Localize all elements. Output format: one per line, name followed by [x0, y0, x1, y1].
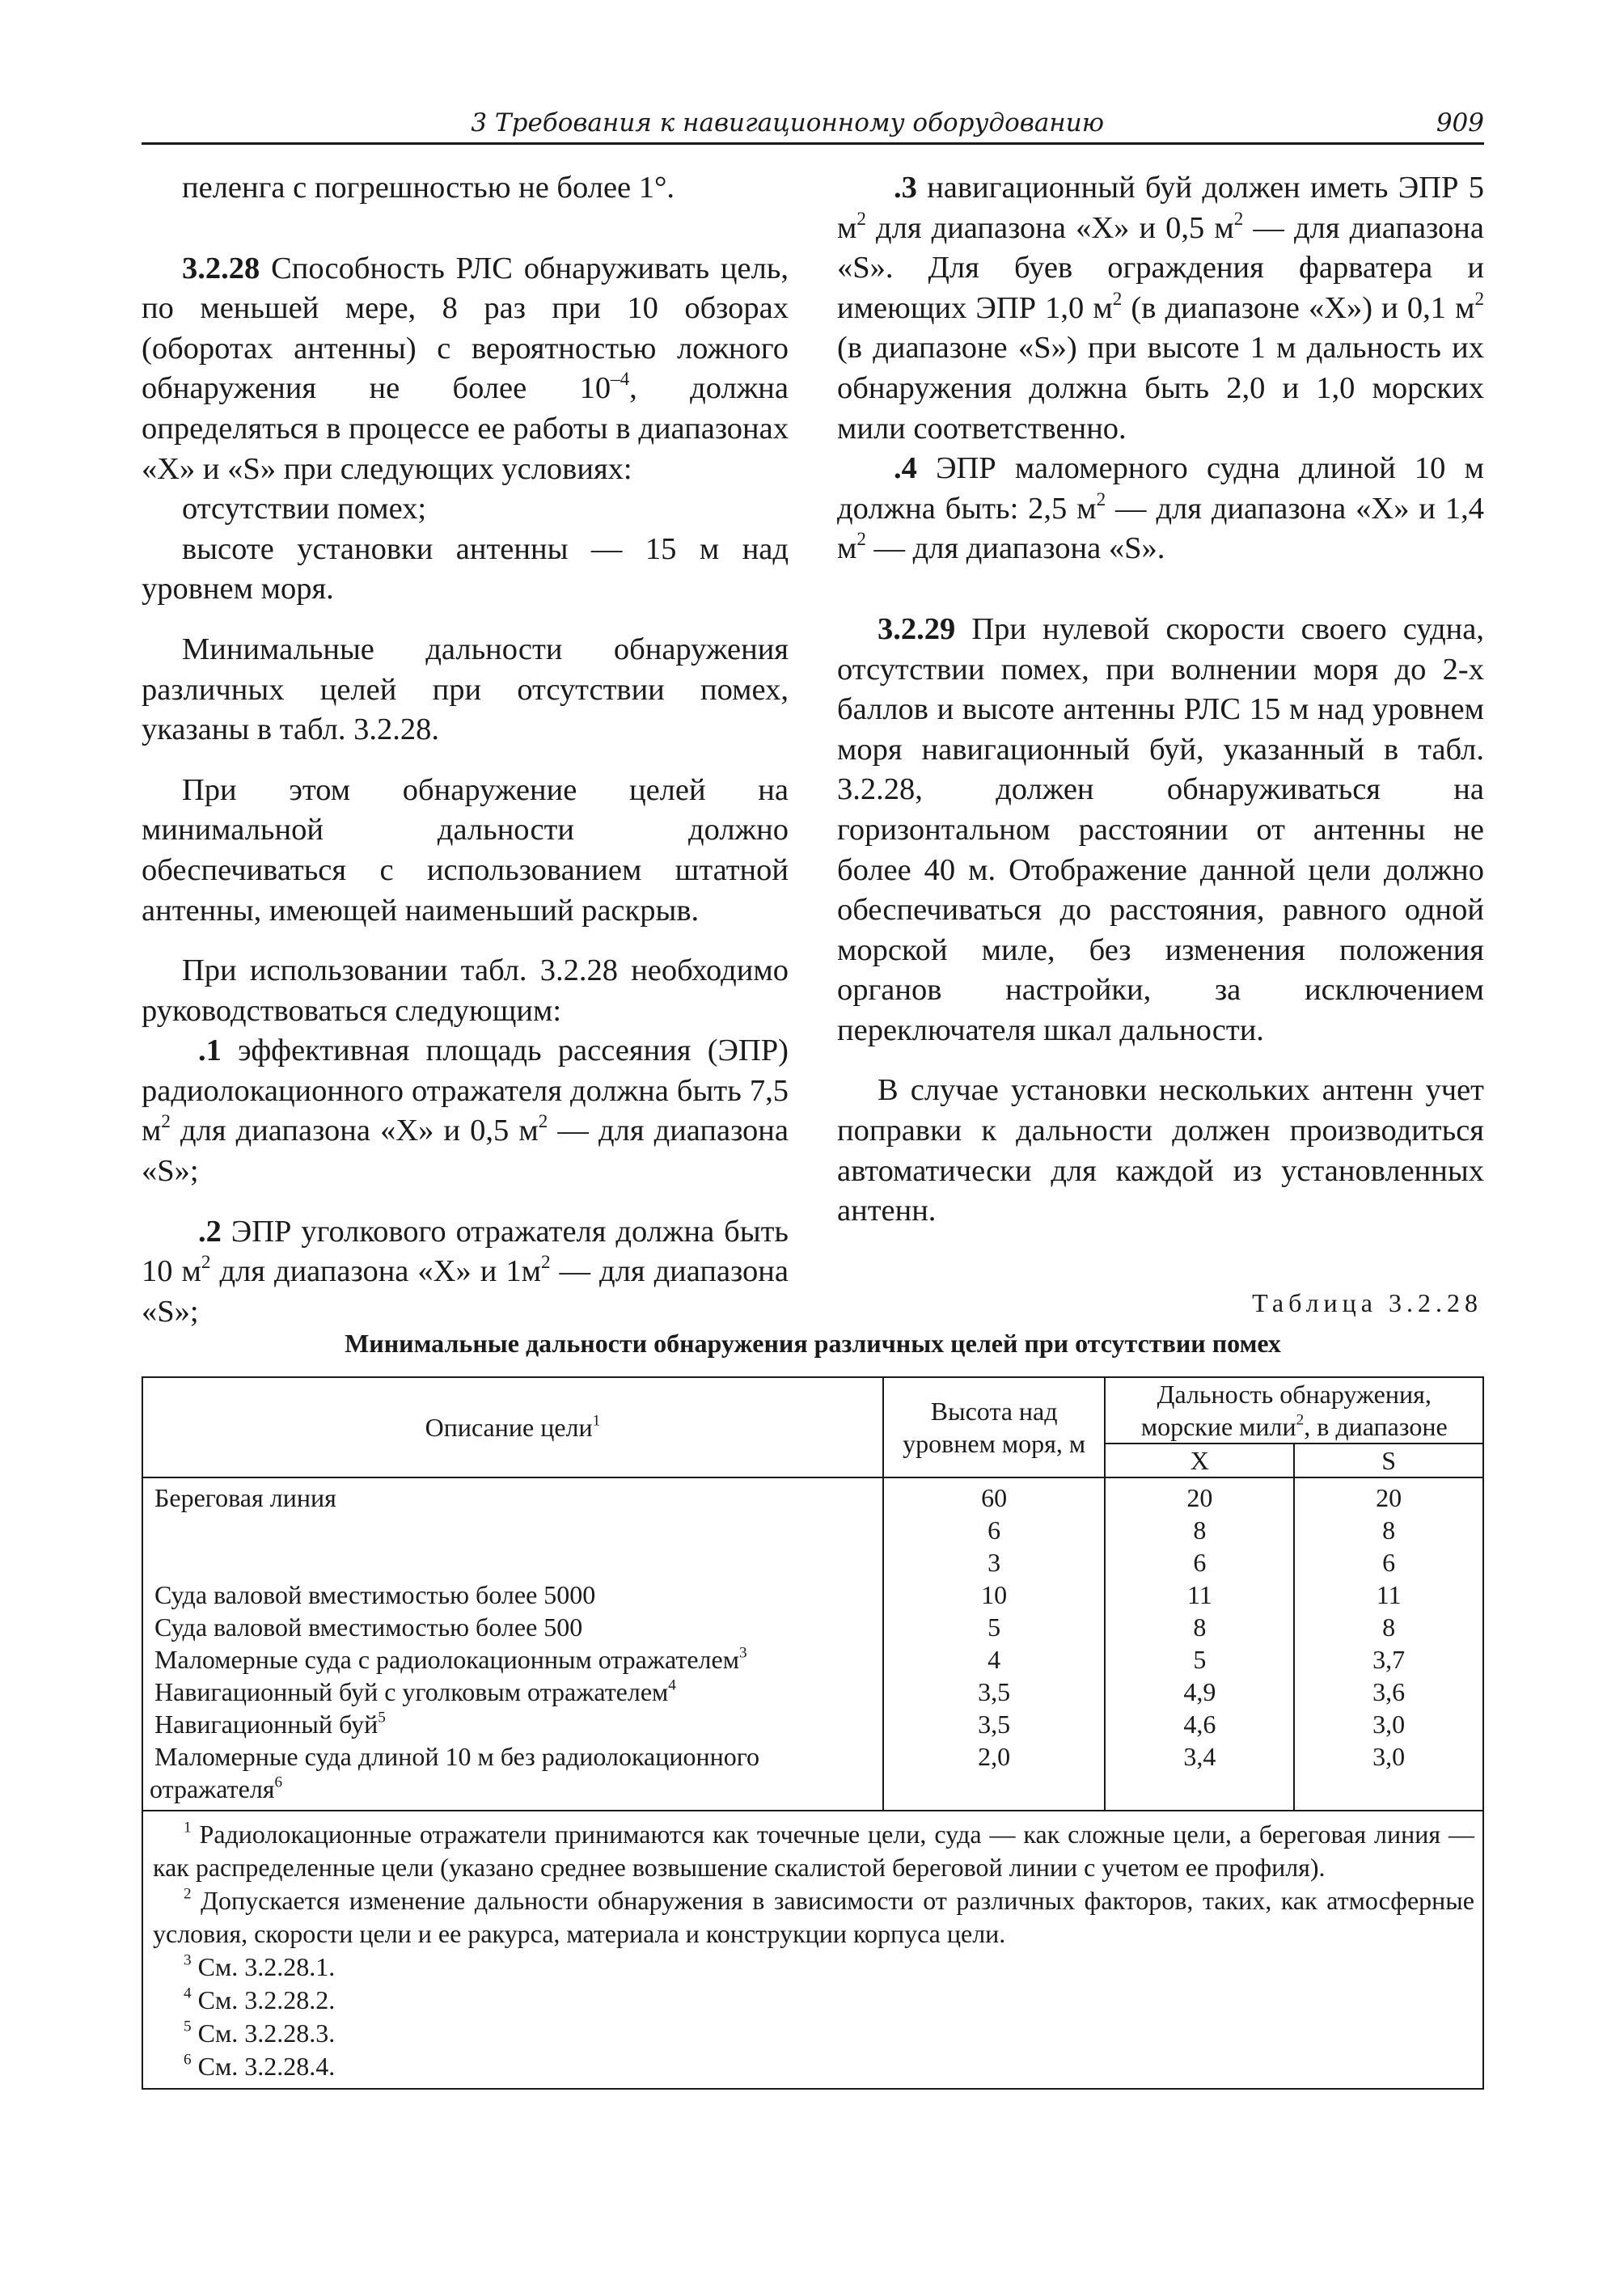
paragraph: При использовании табл. 3.2.28 необходимо руководствоваться следующим:: [142, 953, 789, 1028]
page-number: 909: [1436, 108, 1484, 137]
condition-item: отсутствии помех;: [182, 492, 427, 526]
footnote: $^1$ Радиолокационные отражатели принимаются как точечные цели, суда — как сложные цели, а береговая линия — как распределенные цели (указано среднее возвышение скалистой береговой линии с учетом ее профиля).: [153, 1819, 1474, 1882]
description-cell: Береговая линия Суда валовой вместимостью более 5000 Суда валовой вместимостью более 500 Маломерные суда с радиолокационным отражателем$^3$ Навигационный буй с уголковым отражателем$^4$ Навигационный буй$^5$ Маломерные суда длиной 10 м без радиолокационного отражателя$^6$: [142, 1477, 883, 1811]
clause-3-2-29: 3.2.29 При нулевой скорости своего судна, отсутствии помех, при волнении моря до 2-х баллов и высоте антенны РЛС 15 м над уровнем моря навигационный буй, указанный в табл. 3.2.28, должен обнаруживаться на горизонтальном расстоянии от антенны не более 40 м. Отображение данной цели должно обеспечиваться до расстояния, равного одной морской миле, без изменения положения органов настройки, за исключением переключателя шкал дальности.: [837, 611, 1484, 1047]
list-item-1: .1 эффективная площадь рассеяния (ЭПР) радиолокационного отражателя должна быть 7,5 $м^2$ для диапазона «X» и 0,5 $м^2$ — для диапазона «S»;: [142, 1033, 789, 1189]
range-x-cell: 20 8 6 11 8 5 4,9 4,6 3,4: [1105, 1477, 1294, 1811]
detection-range-table: [142, 1376, 1484, 2090]
paragraph: пеленга с погрешностью не более 1°.: [182, 171, 675, 205]
running-header: [142, 104, 1484, 145]
left-column: [142, 168, 789, 1332]
footnote: $^5$ См. 3.2.28.3.: [184, 2018, 336, 2048]
condition-item: высоте установки антенны — 15 м над уровнем моря.: [142, 531, 789, 607]
right-column: [837, 168, 1484, 1232]
footnote: $^3$ См. 3.2.28.1.: [184, 1951, 336, 1981]
height-cell: 60 6 3 10 5 4 3,5 3,5 2,0: [883, 1477, 1106, 1811]
table-body-row: [142, 1477, 1483, 1811]
clause-number: 3.2.28: [182, 251, 260, 285]
range-s-cell: 20 8 6 11 8 3,7 3,6 3,0 3,0: [1294, 1477, 1483, 1811]
list-item-4: .4 ЭПР маломерного судна длиной 10 м должна быть: 2,5 $м^2$ — для диапазона «X» и 1,4 $м^2$ — для диапазона «S».: [837, 451, 1484, 566]
table-footnotes: [142, 1811, 1483, 2089]
list-item-3: .3 навигационный буй должен иметь ЭПР 5 $м^2$ для диапазона «X» и 0,5 $м^2$ — для диапазона «S». Для буев ограждения фарватера и имеющих ЭПР 1,0 $м^2$ (в диапазоне «X») и 0,1 $м^2$ (в диапазоне «S») при высоте 1 м дальность их обнаружения должна быть 2,0 и 1,0 морских мили соответственно.: [837, 171, 1485, 446]
clause-number: 3.2.29: [878, 611, 956, 646]
header-s: S: [1294, 1443, 1483, 1477]
footnote: $^6$ См. 3.2.28.4.: [184, 2051, 336, 2081]
header-height: Высота над уровнем моря, м: [883, 1377, 1106, 1477]
table-title: Минимальные дальности обнаружения различных целей при отсутствии помех: [345, 1329, 1281, 1358]
header-x: X: [1105, 1443, 1294, 1477]
footnote: $^2$ Допускается изменение дальности обнаружения в зависимости от различных факторов, таких, как атмосферные условия, скорости цели и ее ракурса, материала и конструкции корпуса цели.: [153, 1885, 1474, 1948]
header-range: Дальность обнаружения, морские мили$^2$, в диапазоне: [1105, 1377, 1483, 1443]
list-item-2: .2 ЭПР уголкового отражателя должна быть 10 $м^2$ для диапазона «X» и $1м^2$ — для диапазона «S»;: [142, 1214, 789, 1329]
paragraph: Минимальные дальности обнаружения различных целей при отсутствии помех, указаны в табл. 3.2.28.: [142, 632, 789, 747]
clause-3-2-28: 3.2.28 Способность РЛС обнаруживать цель, по меньшей мере, 8 раз при 10 обзорах (оборотах антенны) с вероятностью ложного обнаружения не более $10^{-4}$, должна определяться в процессе ее работы в диапазонах «X» и «S» при следующих условиях:: [142, 251, 789, 486]
paragraph: При этом обнаружение целей на минимальной дальности должно обеспечиваться с использованием штатной антенны, имеющей наименьший раскрыв.: [142, 772, 789, 928]
footnote: $^4$ См. 3.2.28.2.: [184, 1985, 336, 2014]
table-caption: Таблица 3.2.28: [1252, 1288, 1482, 1317]
chapter-title: 3 Требования к навигационному оборудованию: [471, 108, 1104, 137]
header-description: Описание цели$^1$: [142, 1377, 883, 1477]
paragraph: В случае установки нескольких антенн учет поправки к дальности должен производиться автоматически для каждой из установленных антенн.: [837, 1073, 1484, 1228]
